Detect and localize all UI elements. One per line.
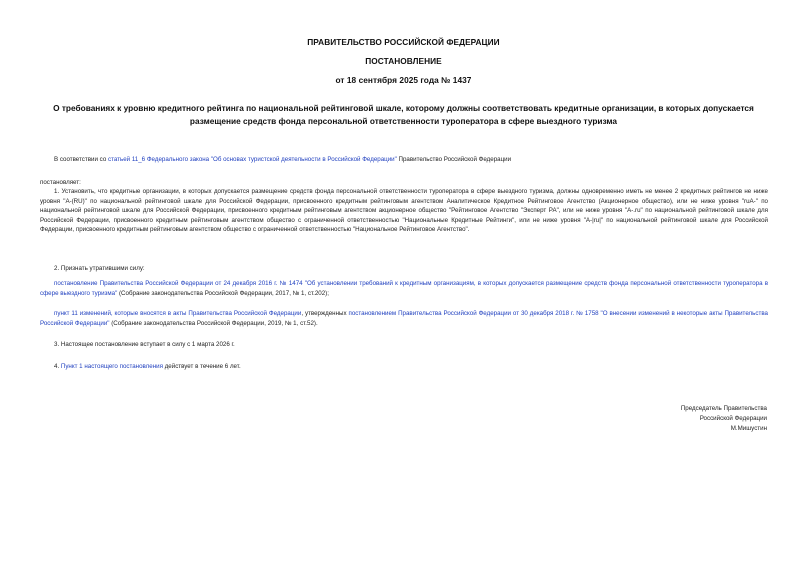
repealed-act-1-source: (Собрание законодательства Российской Федерации, 2017, № 1, ст.202); xyxy=(117,289,329,297)
item-4-paragraph xyxy=(54,362,654,372)
item-1-paragraph: 1. Установить, что кредитные организации, в которых допускается размещение средств фонда персональной ответственности туроператора в сфере выездного туризма, должны одновременно иметь не менее 2 кредитных рейтингов не ниже уровня "A-(RU)" по национальной рейтинговой шкале для Российской Федерации, присвоенного кредитным рейтинговым агентством Аналитическое Кредитное Рейтинговое Агентство (Акционерное общество), или не ниже уровня "ruA-" по национальной рейтинговой шкале для Российской Федерации, присвоенного кредитным рейтинговым агентством акционерное общество "Рейтинговое Агентство "Эксперт РА", или не ниже уровня "A-.ru" по национальной рейтинговой шкале для Российской Федерации, присвоенного кредитным рейтинговым агентством общество с ограниченной ответственностью "Национальные Кредитные Рейтинги", или не ниже уровня "A-|ru|" по национальной рейтинговой шкале для Российской Федерации, присвоенного кредитным рейтинговым агентством общество с ограниченной ответственностью "Национальное Рейтинговое Агентство". xyxy=(40,188,768,234)
federal-law-link[interactable]: статьей 11_6 Федерального закона "Об основах туристской деятельности в Российской Федерации" xyxy=(107,156,397,163)
signature-position: Председатель Правительства xyxy=(680,405,767,412)
item-2-paragraph: 2. Признать утратившими силу: xyxy=(54,265,145,272)
repealed-act-1-paragraph xyxy=(40,279,768,298)
repealed-act-2-resolution-link[interactable]: постановлением Правительства Российской Федерации от 30 декабря 2018 г. № 1758 "О внесении изменений в некоторые акты Правительства Российской Федерации" xyxy=(40,310,768,327)
preamble-prefix: В соответствии со xyxy=(54,156,108,163)
repealed-act-2-point-link[interactable]: пункт 11 изменений, которые вносятся в акты Правительства Российской Федерации xyxy=(54,310,302,317)
repealed-act-2-paragraph xyxy=(40,309,768,328)
item-4-prefix: 4. xyxy=(54,363,61,370)
date-number-heading: от 18 сентября 2025 года № 1437 xyxy=(335,75,472,85)
preamble-paragraph xyxy=(54,155,774,165)
repealed-act-2-middle: , утвержденных xyxy=(301,310,349,317)
item-3-paragraph: 3. Настоящее постановление вступает в силу с 1 марта 2026 г. xyxy=(54,341,235,348)
repealed-act-1-link[interactable]: постановление Правительства Российской Федерации от 24 декабря 2016 г. № 1474 "Об установлении требований к кредитным организациям, в которых допускается размещение средств фонда персональной ответственности туроператора в сфере выездного туризма" xyxy=(40,280,768,297)
repealed-act-2-source: (Собрание законодательства Российской Федерации, 2019, № 1, ст.52). xyxy=(109,319,318,327)
signature-government: Российской Федерации xyxy=(699,415,767,423)
document-title: О требованиях к уровню кредитного рейтинга по национальной рейтинговой шкале, которому должны соответствовать кредитные организации, в которых допускается размещение средств фонда персональной ответственности туроператора в сфере выездного туризма xyxy=(53,103,754,126)
signature-name: М.Мишустин xyxy=(730,425,767,433)
signature-block xyxy=(681,404,767,435)
document-type-heading: ПОСТАНОВЛЕНИЕ xyxy=(365,56,442,66)
resolves-text: постановляет: xyxy=(40,179,81,186)
preamble-suffix: Правительство Российской Федерации xyxy=(396,156,512,163)
government-heading: ПРАВИТЕЛЬСТВО РОССИЙСКОЙ ФЕДЕРАЦИИ xyxy=(307,37,500,47)
point-1-link[interactable]: Пункт 1 настоящего постановления xyxy=(60,363,163,370)
item-4-suffix: действует в течение 6 лет. xyxy=(162,363,241,370)
